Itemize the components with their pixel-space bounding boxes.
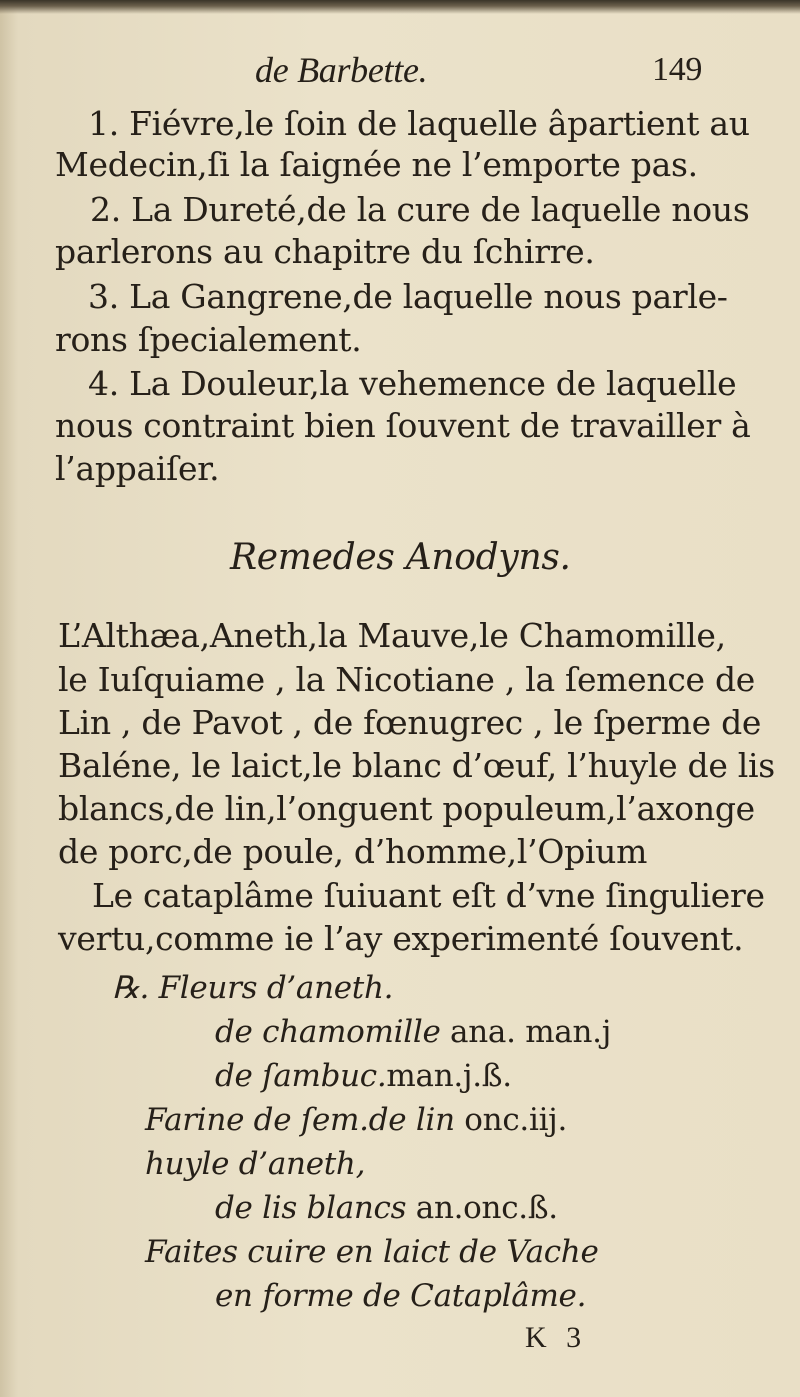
text-line: nous contraint bien ſouvent de travailler à (55, 406, 751, 445)
page-top-edge (0, 0, 800, 14)
recipe-line-6 (215, 1188, 558, 1228)
paragraph-line: Baléne, le laict,le blanc d’œuf, l’huyle de lis (58, 746, 775, 785)
recipe-quantity: an.onc.ß. (406, 1190, 558, 1226)
paragraph-line: de porc,de poule, d’homme,l’Opium (58, 832, 648, 871)
paragraph-line: blancs,de lin,l’onguent populeum,l’axonge (58, 789, 755, 828)
running-title: de Barbette. (255, 50, 428, 90)
text-line: rons ſpecialement. (55, 320, 362, 359)
recipe-line-7: Faites cuire en laict de Vache (145, 1234, 599, 1270)
paragraph-line: vertu,comme ie l’ay experimenté ſouvent. (58, 919, 744, 958)
text-line: l’appaiſer. (55, 449, 220, 488)
text-line: 4. La Douleur,la vehemence de laquelle (88, 364, 737, 403)
text-line: 2. La Dureté,de la cure de laquelle nous (90, 190, 750, 229)
signature-mark: K 3 (525, 1321, 588, 1354)
paragraph-line: le Iuſquiame , la Nicotiane , la ſemence de (58, 660, 756, 699)
recipe-ingredient: de chamomille (215, 1014, 441, 1050)
text-line: parlerons au chapitre du ſchirre. (55, 232, 595, 271)
recipe-ingredient: de ſambuc. (215, 1058, 387, 1094)
text-line: 3. La Gangrene,de laquelle nous parle- (88, 277, 728, 316)
text-line: Medecin,ſi la ſaignée ne l’emporte pas. (55, 145, 698, 184)
recipe-quantity: man.j.ß. (386, 1058, 512, 1094)
page-number: 149 (652, 51, 703, 88)
recipe-ingredient: de lis blancs (215, 1190, 407, 1226)
recipe-quantity: ana. man.j (440, 1014, 611, 1050)
recipe-line-1: ℞. Fleurs d’aneth. (112, 970, 394, 1006)
paragraph-line: Le cataplâme ſuiuant eſt d’vne ſinguliere (92, 876, 765, 915)
recipe-ingredient: Farine de ſem.de lin (145, 1102, 455, 1138)
paragraph-line: Lin , de Pavot , de fœnugrec , le ſperme de (58, 703, 762, 742)
recipe-quantity: onc.iij. (454, 1102, 568, 1138)
section-title: Remedes Anodyns. (230, 537, 571, 578)
text-line: 1. Fiévre,le ſoin de laquelle âpartient au (88, 104, 750, 143)
recipe-line-8: en forme de Cataplâme. (215, 1278, 587, 1314)
recipe-line-4 (145, 1100, 567, 1140)
paragraph-line: L’Althæa,Aneth,la Mauve,le Chamomille, (58, 616, 726, 655)
recipe-line-3 (215, 1056, 512, 1096)
recipe-line-5: huyle d’aneth, (145, 1146, 366, 1182)
recipe-line-2 (215, 1012, 611, 1052)
